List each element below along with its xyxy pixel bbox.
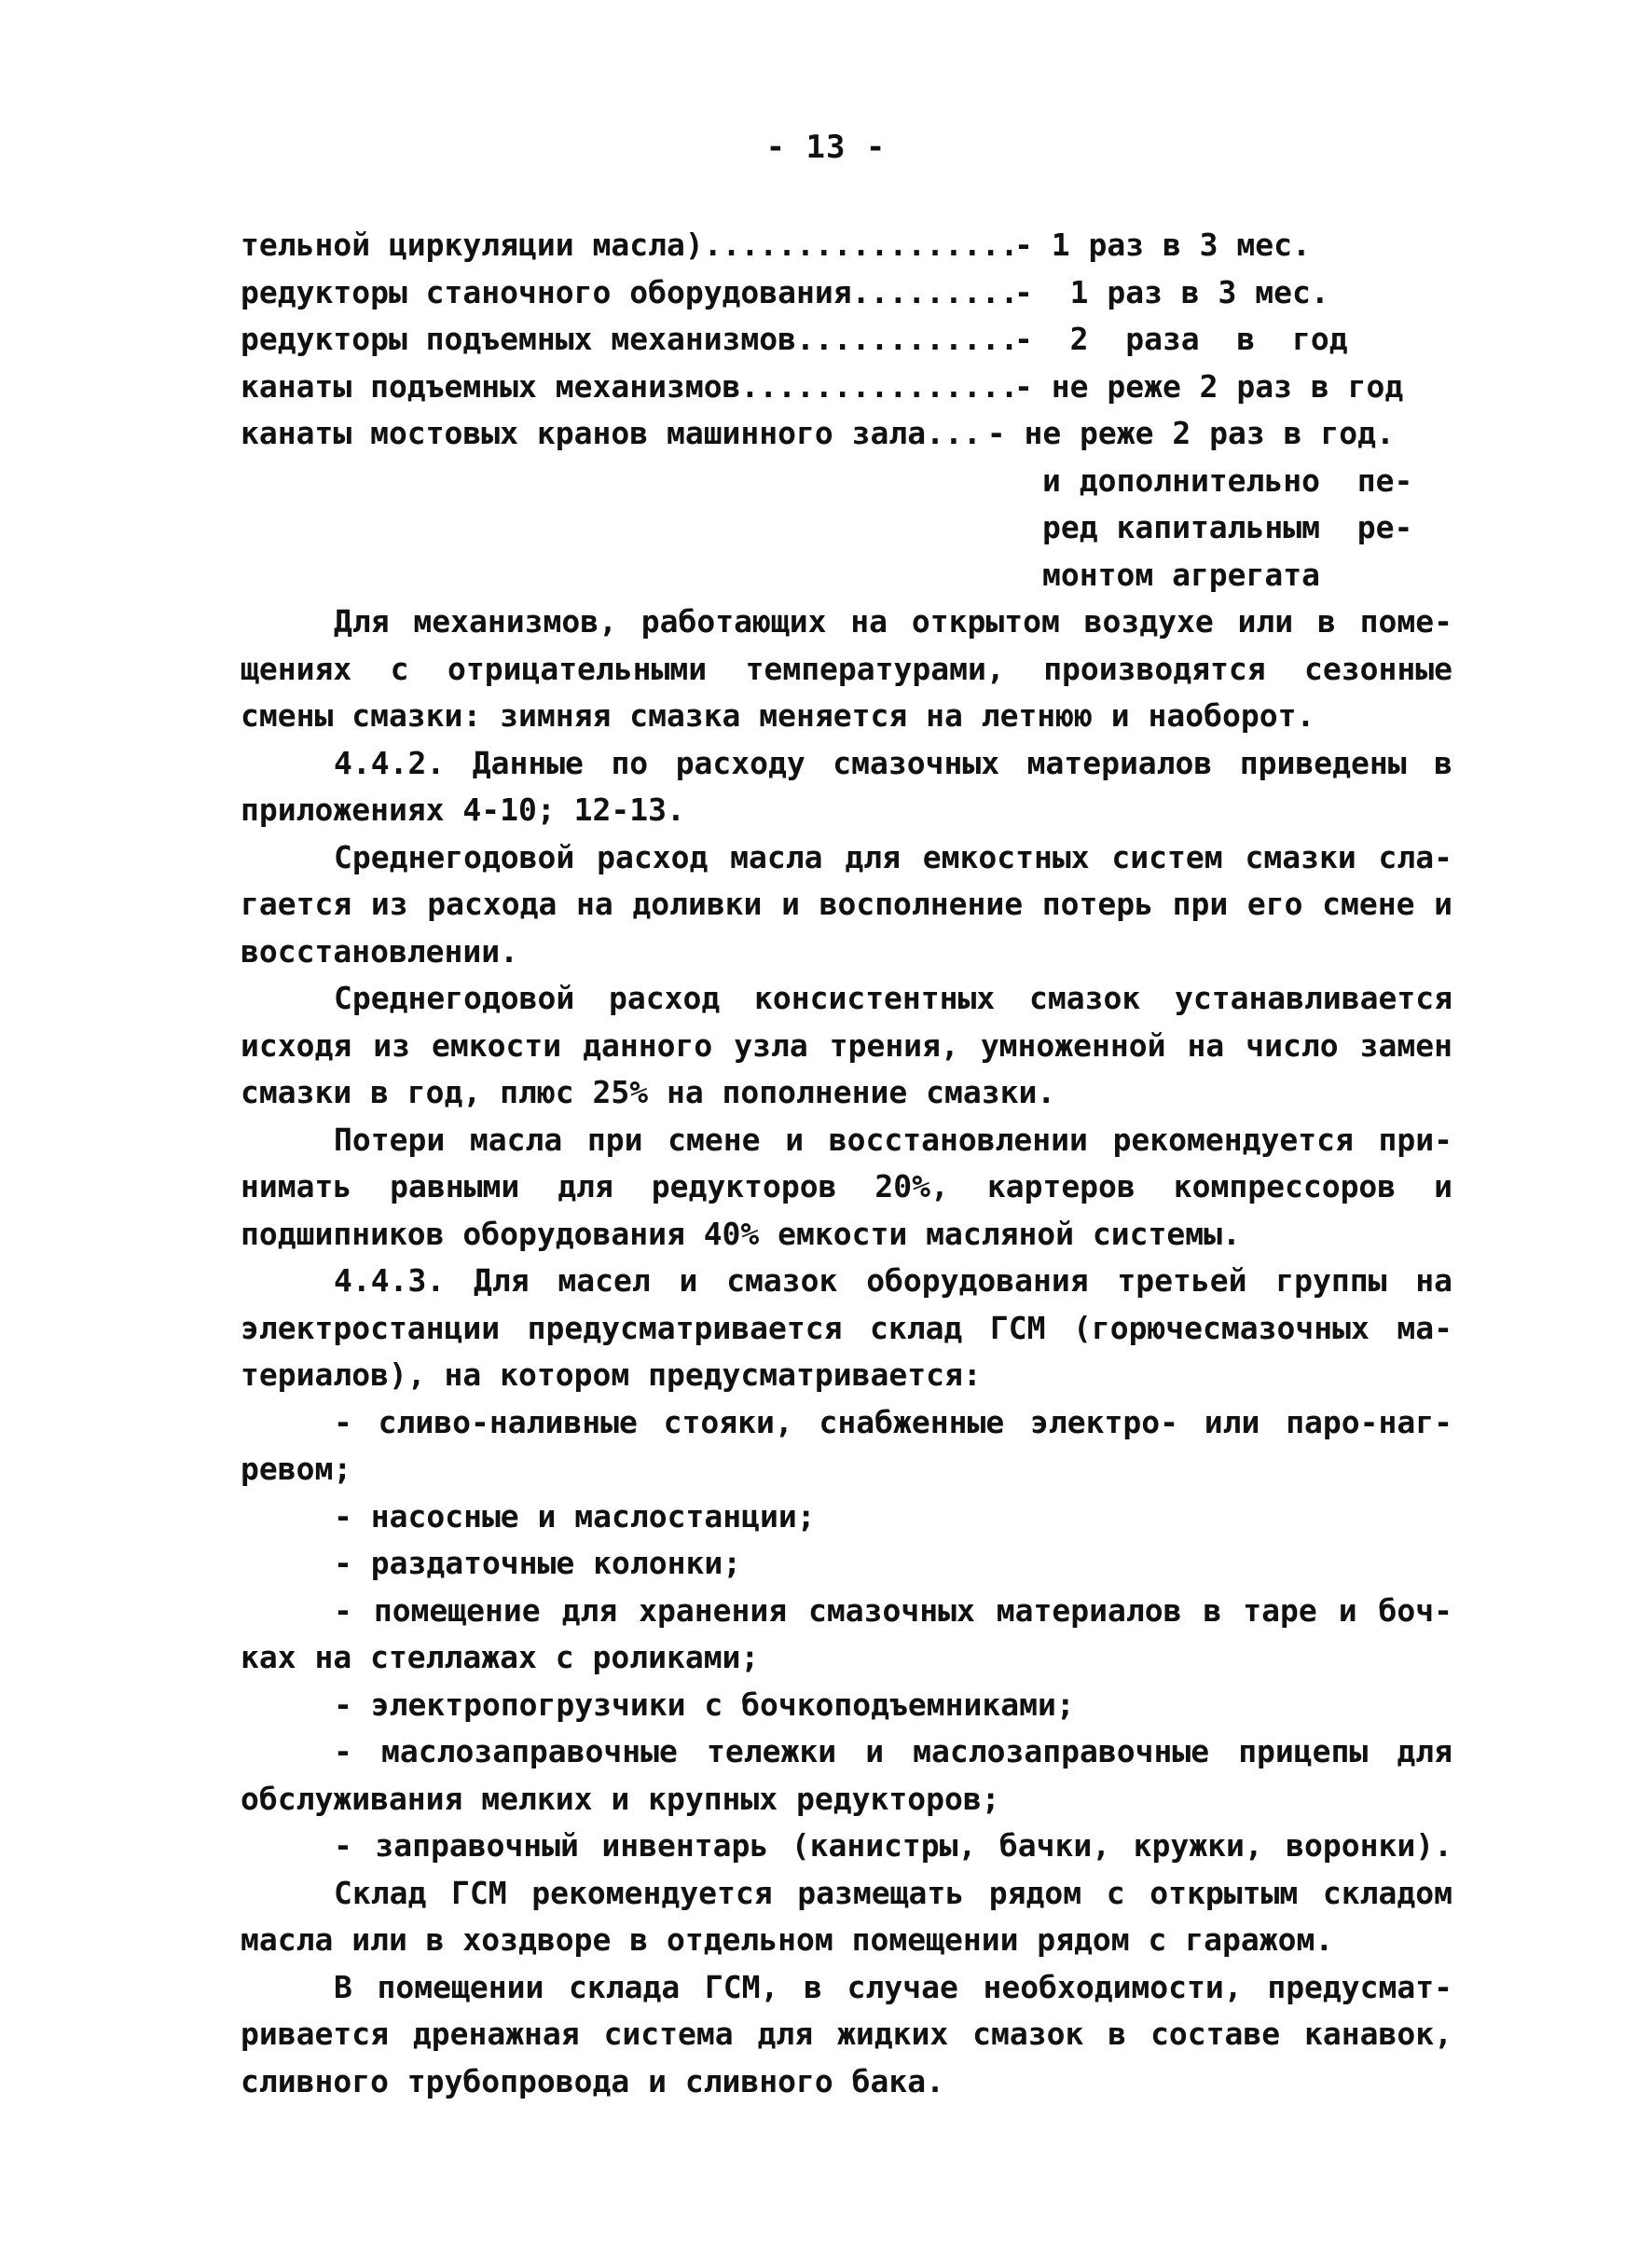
text-line: Для механизмов, работающих на открытом воздухе или в поме-	[334, 603, 1452, 640]
text-line: гается из расхода на доливки и восполнение потерь при его смене и	[241, 886, 1452, 922]
text-line: нимать равными для редукторов 20%, картеров компрессоров и	[241, 1168, 1452, 1204]
text-line: Потери масла при смене и восстановлении рекомендуется при-	[334, 1121, 1452, 1158]
schedule-value: - не реже 2 раз в год.	[986, 415, 1395, 451]
schedule-note-line: монтом агрегата	[1042, 556, 1321, 593]
schedule-value: - 2 раза в год	[1014, 321, 1348, 357]
schedule-note-line: и дополнительно пе-	[1042, 461, 1413, 499]
text-line: ках на стеллажах с роликами;	[241, 1639, 760, 1675]
text-line: ривается дренажная система для жидких смазок в составе канавок,	[241, 2016, 1452, 2052]
text-line: восстановлении.	[241, 932, 519, 970]
schedule-item: тельной циркуляции масла)	[241, 227, 704, 263]
text-line: электростанции предусматривается склад ГСМ (горючесмазочных ма-	[241, 1309, 1452, 1346]
text-line: ревом;	[241, 1451, 352, 1487]
text-line: смены смазки: зимняя смазка меняется на летнюю и наоборот.	[241, 697, 1315, 734]
text-line: исходя из емкости данного узла трения, умноженной на число замен	[241, 1026, 1452, 1064]
text-line: приложениях 4-10; 12-13.	[241, 791, 685, 828]
schedule-value: - 1 раз в 3 мес.	[1014, 273, 1329, 310]
schedule-value: - не реже 2 раз в год	[1014, 367, 1404, 405]
text-line: Среднегодовой расход консистентных смазок устанавливается	[334, 980, 1452, 1016]
schedule-row	[241, 222, 1452, 269]
text-line: подшипников оборудования 40% емкости масляной системы.	[241, 1215, 1241, 1252]
text-line: - раздаточные колонки;	[334, 1545, 742, 1581]
text-line: Склад ГСМ рекомендуется размещать рядом с открытым складом	[334, 1874, 1452, 1911]
document-body	[241, 222, 1452, 2105]
dot-leader	[704, 222, 1014, 269]
page-number: - 13 -	[765, 129, 887, 166]
text-line: - сливо-наливные стояки, снабженные электро- или паро-наг-	[334, 1403, 1452, 1440]
text-line: щениях с отрицательными температурами, производятся сезонные	[241, 650, 1452, 687]
schedule-row	[241, 364, 1452, 411]
dot-leader	[740, 364, 1014, 411]
dot-leader	[852, 269, 1014, 317]
schedule-item: редукторы станочного оборудования	[241, 273, 852, 310]
schedule-item: редукторы подъемных механизмов	[241, 321, 797, 357]
schedule-row	[241, 410, 1452, 458]
text-line: В помещении склада ГСМ, в случае необходимости, предусмат-	[334, 1968, 1452, 2005]
schedule-row	[241, 269, 1452, 317]
text-line: - маслозаправочные тележки и маслозаправочные прицепы для	[334, 1733, 1452, 1769]
text-line: - помещение для хранения смазочных материалов в таре и боч-	[334, 1591, 1452, 1629]
text-line: териалов), на котором предусматривается:	[241, 1356, 982, 1393]
text-line: 4.4.3. Для масел и смазок оборудования третьей группы на	[334, 1262, 1452, 1299]
schedule-note-line: ред капитальным ре-	[1042, 509, 1413, 545]
schedule-item: канаты мостовых кранов машинного зала...	[241, 415, 982, 451]
text-line: смазки в год, плюс 25% на пополнение смазки.	[241, 1074, 1056, 1110]
text-line: - электропогрузчики с бочкоподъемниками;	[334, 1686, 1075, 1723]
dot-leader	[796, 316, 1014, 364]
text-line: - насосные и маслостанции;	[334, 1497, 816, 1534]
text-line: Среднегодовой расход масла для емкостных систем смазки сла-	[334, 838, 1452, 875]
schedule-value: - 1 раз в 3 мес.	[1014, 227, 1311, 263]
paragraph-lines	[241, 599, 1452, 2105]
text-line: обслуживания мелких и крупных редукторов;	[241, 1780, 1000, 1817]
text-line: - заправочный инвентарь (канистры, бачки, кружки, воронки).	[334, 1827, 1452, 1864]
text-line: сливного трубопровода и сливного бака.	[241, 2062, 944, 2099]
text-line: масла или в хоздворе в отдельном помещении рядом с гаражом.	[241, 1921, 1334, 1958]
text-line: 4.4.2. Данные по расходу смазочных материалов приведены в	[334, 744, 1452, 781]
schedule-row	[241, 316, 1452, 364]
schedule-item: канаты подъемных механизмов	[241, 367, 741, 405]
